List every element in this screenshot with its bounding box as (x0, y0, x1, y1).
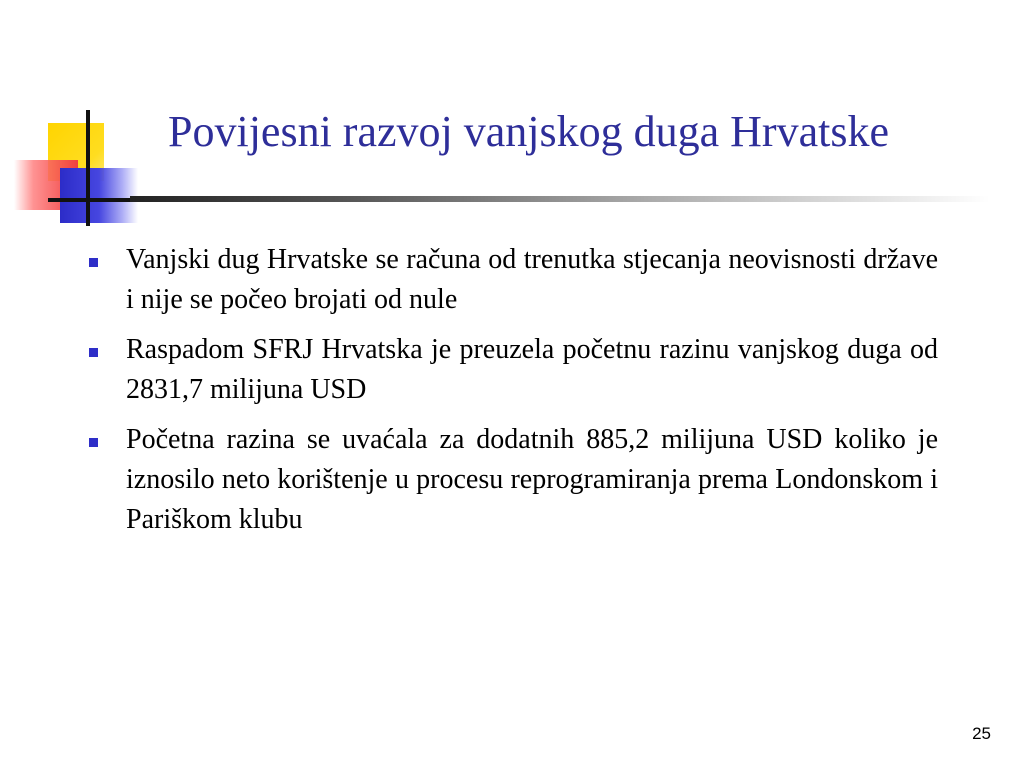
bullet-square-icon (89, 258, 98, 267)
logo-vertical-line (86, 110, 90, 226)
bullet-text: Raspadom SFRJ Hrvatska je preuzela početnu razinu vanjskog duga od 2831,7 milijuna USD (126, 334, 938, 405)
bullet-item (86, 330, 938, 410)
bullet-square-icon (89, 348, 98, 357)
bullet-item (86, 240, 938, 320)
bullet-text: Vanjski dug Hrvatske se računa od trenutka stjecanja neovisnosti države i nije se počeo brojati od nule (126, 244, 938, 315)
bullet-text: Početna razina se uvaćala za dodatnih 885,2 milijuna USD koliko je iznosilo neto korištenje u procesu reprogramiranja prema Londonskom i Pariškom klubu (126, 424, 938, 535)
title-divider (130, 196, 990, 202)
bullet-item (86, 420, 938, 540)
bullet-square-icon (89, 438, 98, 447)
bullet-list (86, 240, 938, 550)
slide-title: Povijesni razvoj vanjskog duga Hrvatske (168, 107, 889, 156)
decorative-logo (0, 0, 180, 240)
logo-blue-square (60, 168, 138, 223)
page-number: 25 (972, 724, 991, 743)
